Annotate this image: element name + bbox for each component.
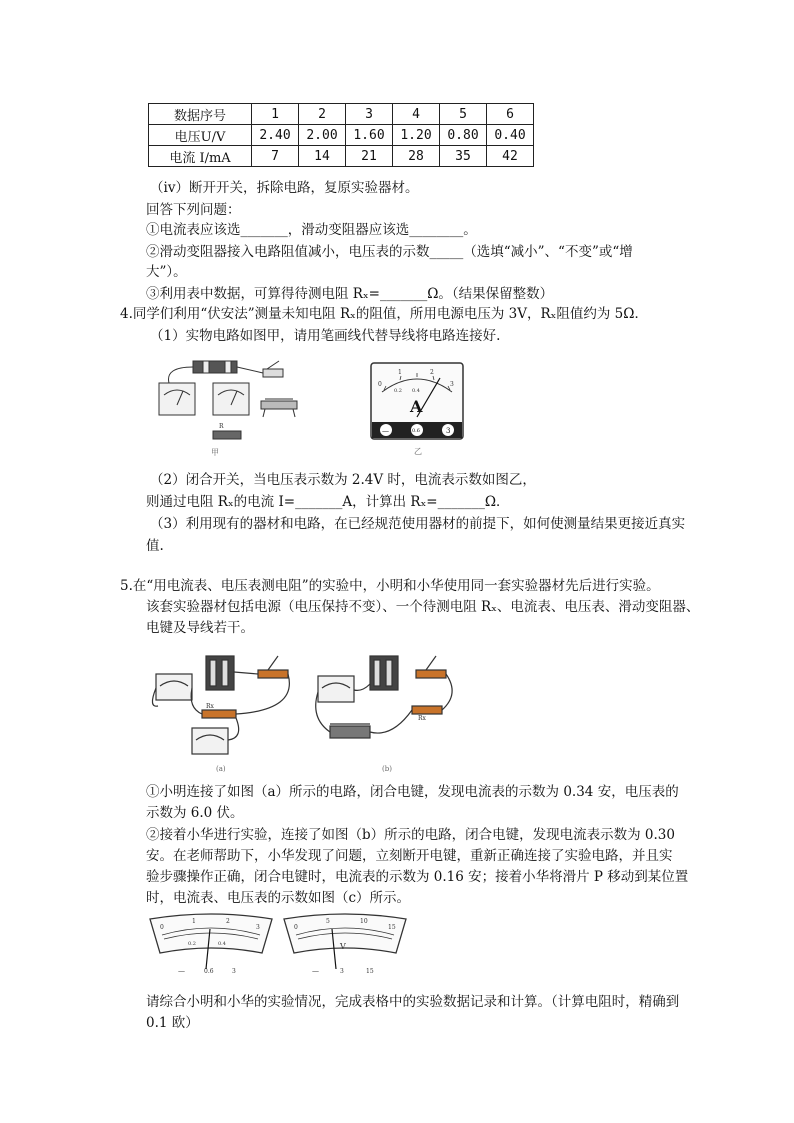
table-cell: 1.20 — [393, 125, 440, 146]
figure-yi-ammeter — [370, 362, 465, 457]
meter-i-terminal: — — [178, 967, 185, 975]
table-cell: 35 — [440, 146, 487, 167]
q3-sub3: ③利用表中数据，可算得待测电阻 Rₓ=_______Ω。（结果保留整数） — [146, 286, 554, 302]
meter-i-tick: 1 — [192, 918, 196, 925]
ammeter-tick-label: 2 — [430, 369, 434, 376]
q3-answer-intro: 回答下列问题： — [146, 202, 241, 218]
meter-v-tick: 0 — [294, 924, 298, 931]
rx-label: Rx — [206, 703, 214, 710]
q4-part3a: （3）利用现有的器材和电路，在已经规范使用器材的前提下，如何使测量结果更接近真实 — [150, 516, 686, 532]
q4-stem: 4.同学们利用“伏安法”测量未知电阻 Rₓ的阻值，所用电源电压为 3V，Rₓ阻值约为 5Ω． — [120, 306, 648, 322]
meter-v-tick: 5 — [326, 918, 330, 925]
q5-closing1: 请综合小明和小华的实验情况，完成表格中的实验数据记录和计算。（计算电阻时，精确到 — [146, 994, 680, 1010]
table-cell: 6 — [487, 104, 534, 125]
table-cell: 7 — [252, 146, 299, 167]
figure-a-circuit — [148, 648, 298, 773]
q3-sub2a: ②滑动变阻器接入电路阻值减小，电压表的示数_____（选填“减小”、“不变”或“增 — [146, 244, 633, 260]
meter-i-tick: 2 — [226, 918, 230, 925]
rx-label: Rx — [418, 715, 426, 722]
q4-part2b: 则通过电阻 Rₓ的电流 I=_______A，计算出 Rₓ=_______Ω． — [146, 494, 510, 510]
q3-sub2b: 大”）。 — [146, 264, 187, 280]
ammeter-tick-label: 3 — [450, 381, 454, 388]
table-row — [149, 125, 534, 146]
row-label: 电流 I/mA — [149, 146, 252, 167]
table-cell: 2 — [299, 104, 346, 125]
q5-closing2: 0.1 欧） — [146, 1015, 199, 1031]
meter-v-letter: V — [340, 942, 346, 951]
table-row — [149, 146, 534, 167]
figure-jia-caption: 甲 — [211, 448, 219, 457]
q4-part3b: 值. — [146, 538, 164, 554]
data-table — [148, 103, 534, 167]
q5-p1b: 示数为 6.0 伏。 — [146, 805, 244, 821]
table-cell: 5 — [440, 104, 487, 125]
table-cell: 0.80 — [440, 125, 487, 146]
q5-p2a: ②接着小华进行实验，连接了如图（b）所示的电路，闭合电键，发现电流表示数为 0.30 — [146, 827, 675, 843]
ammeter-sub-label: 0.4 — [412, 388, 420, 394]
q5-p2d: 时，电流表、电压表的示数如图（c）所示。 — [146, 890, 411, 906]
ammeter-terminal: 0.6 — [412, 428, 420, 434]
meter-i-sub: 0.2 — [188, 941, 196, 947]
q5-stem3: 电键及导线若干。 — [146, 620, 254, 636]
figure-jia-circuit — [155, 355, 305, 460]
meter-i-terminal: 0.6 — [204, 968, 214, 975]
figure-a-caption: (a) — [216, 765, 226, 773]
meter-v-tick: 15 — [388, 924, 396, 931]
table-cell: 4 — [393, 104, 440, 125]
table-row — [149, 104, 534, 125]
meter-i-tick: 3 — [256, 924, 260, 931]
ammeter-terminal: — — [382, 427, 389, 435]
table-cell: 0.40 — [487, 125, 534, 146]
ammeter-tick-label: 0 — [378, 381, 382, 388]
meter-v-terminal: 3 — [340, 968, 344, 975]
svg-text:R: R — [219, 423, 224, 430]
figure-yi-caption: 乙 — [414, 447, 422, 456]
q3-sub1: ①电流表应该选_______，滑动变阻器应该选________。 — [146, 222, 477, 238]
table-cell: 14 — [299, 146, 346, 167]
q5-stem2: 该套实验器材包括电源（电压保持不变）、一个待测电阻 Rₓ、电流表、电压表、滑动变阻器、 — [146, 599, 700, 615]
meter-v-terminal: 15 — [366, 968, 374, 975]
meter-v-terminal: — — [312, 967, 319, 975]
table-cell: 21 — [346, 146, 393, 167]
row-label: 数据序号 — [149, 104, 252, 125]
table-cell: 2.40 — [252, 125, 299, 146]
table-cell: 28 — [393, 146, 440, 167]
meter-v-tick: 10 — [360, 918, 368, 925]
ammeter-sub-label: 0.2 — [394, 388, 402, 394]
q4-part1: （1）实物电路如图甲，请用笔画线代替导线将电路连接好. — [150, 328, 501, 344]
ammeter-tick-label: 1 — [398, 369, 402, 376]
meter-i-tick: 0 — [160, 924, 164, 931]
q5-p2b: 安。在老师帮助下，小华发现了问题，立刻断开电键，重新正确连接了实验电路，并且实 — [146, 848, 673, 864]
table-cell: 42 — [487, 146, 534, 167]
figure-c-ammeter — [148, 915, 274, 981]
table-cell: 3 — [346, 104, 393, 125]
figure-b-caption: (b) — [382, 765, 392, 773]
q3-step-iv: （iv）断开开关，拆除电路，复原实验器材。 — [150, 180, 419, 196]
row-label: 电压U/V — [149, 125, 252, 146]
figure-b-circuit — [312, 648, 462, 773]
ammeter-terminal: 3 — [446, 427, 451, 435]
table-cell: 2.00 — [299, 125, 346, 146]
q5-stem1: 5.在“用电流表、电压表测电阻”的实验中，小明和小华使用同一套实验器材先后进行实验。 — [120, 578, 660, 594]
meter-i-sub: 0.4 — [218, 941, 226, 947]
q4-part2a: （2）闭合开关，当电压表示数为 2.4V 时，电流表示数如图乙， — [150, 472, 536, 488]
figure-c-voltmeter — [282, 915, 408, 981]
ammeter-letter: A — [410, 397, 423, 416]
table-cell: 1 — [252, 104, 299, 125]
q5-p2c: 验步骤操作正确，闭合电键时，电流表的示数为 0.16 安；接着小华将滑片 P 移动到某位置 — [146, 869, 689, 885]
q5-p1a: ①小明连接了如图（a）所示的电路，闭合电键，发现电流表的示数为 0.34 安，电压表的 — [146, 784, 679, 800]
table-cell: 1.60 — [346, 125, 393, 146]
meter-i-terminal: 3 — [232, 968, 236, 975]
